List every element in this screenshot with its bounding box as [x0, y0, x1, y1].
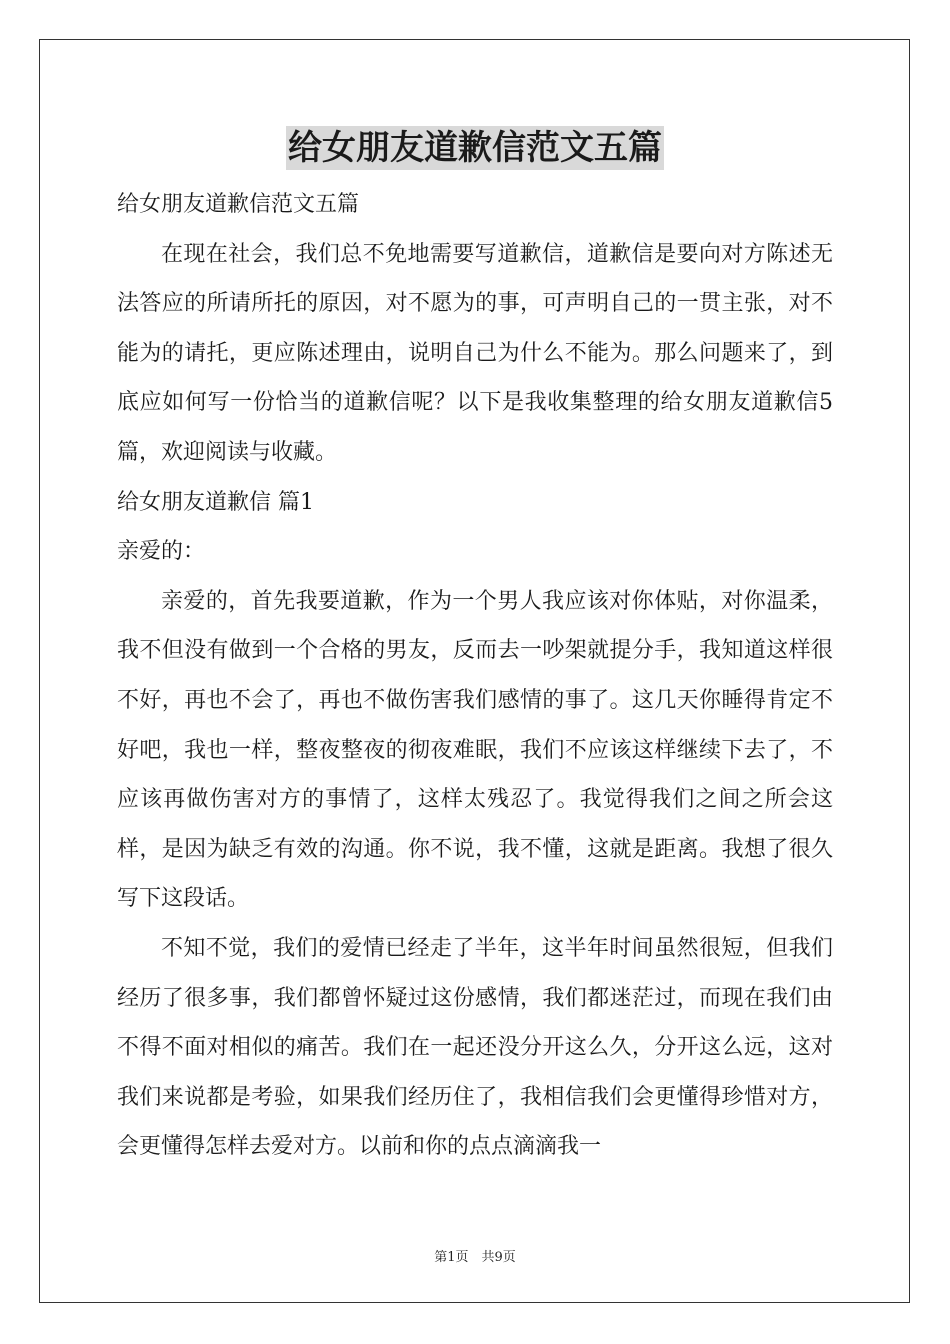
salutation: 亲爱的：	[117, 539, 206, 565]
title-container	[0, 126, 950, 170]
section-heading: 给女朋友道歉信 篇1	[117, 489, 314, 515]
document-title: 给女朋友道歉信范文五篇	[288, 128, 662, 168]
body-paragraph-2: 不知不觉，我们的爱情已经走了半年，这半年时间虽然很短，但我们经历了很多事，我们都曾怀疑过这份感情，我们都迷茫过，而现在我们由不得不面对相似的痛苦。我们在一起还没分开这么久，分开这么远，这对我们来说都是考验，如果我们经历住了，我相信我们会更懂得珍惜对方，会更懂得怎样去爱对方。以前和你的点点滴滴我一	[117, 935, 833, 1160]
document-body	[117, 180, 833, 1172]
body-paragraph-1: 亲爱的，首先我要道歉，作为一个男人我应该对你体贴，对你温柔，我不但没有做到一个合格的男友，反而去一吵架就提分手，我知道这样很不好，再也不会了，再也不做伤害我们感情的事了。这几天你睡得肯定不好吧，我也一样，整夜整夜的彻夜难眠，我们不应该这样继续下去了，不应该再做伤害对方的事情了，这样太残忍了。我觉得我们之间之所会这样，是因为缺乏有效的沟通。你不说，我不懂，这就是距离。我想了很久写下这段话。	[117, 588, 833, 912]
subtitle-paragraph: 给女朋友道歉信范文五篇	[117, 192, 360, 217]
intro-paragraph: 在现在社会，我们总不免地需要写道歉信，道歉信是要向对方陈述无法答应的所请所托的原因，对不愿为的事，可声明自己的一贯主张，对不能为的请托，更应陈述理由，说明自己为什么不能为。那么问题来了，到底应如何写一份恰当的道歉信呢？以下是我收集整理的给女朋友道歉信5篇，欢迎阅读与收藏。	[117, 241, 833, 465]
page-footer: 第1页 共9页	[434, 1250, 516, 1265]
